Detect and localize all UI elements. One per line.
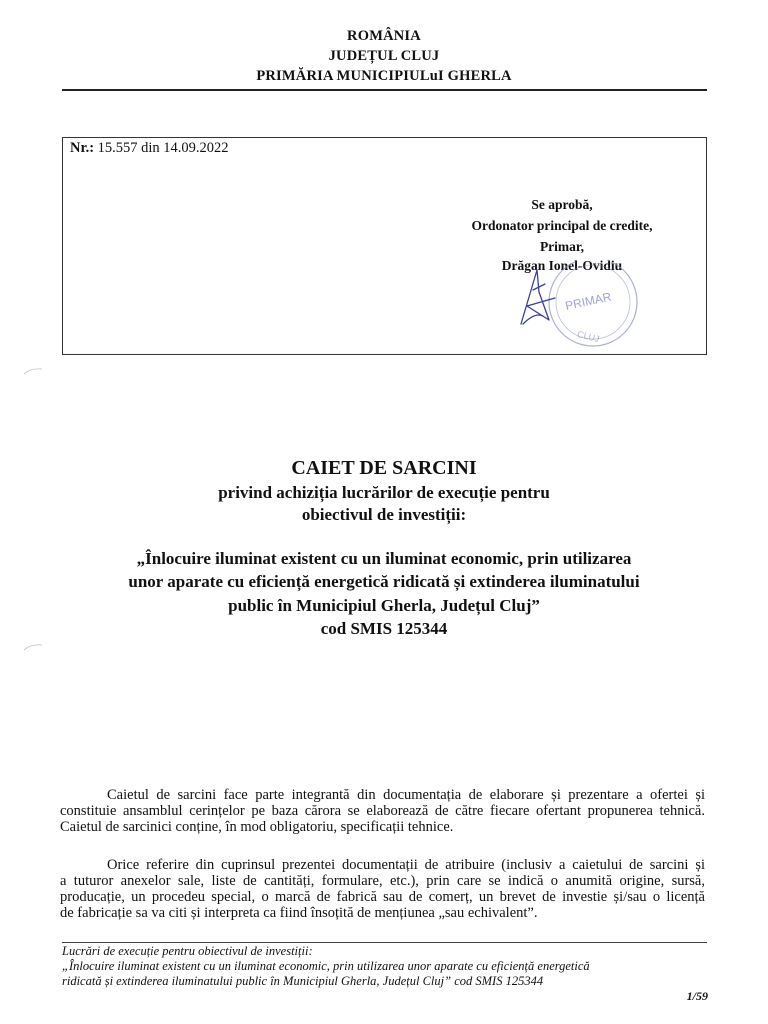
paragraph-2-line: a tuturor anexelor sale, liste de cantități, formulare, etc.), prin care se indică o anumită origine, sursă, xyxy=(60,873,705,889)
approval-line-3: Primar, xyxy=(539,239,585,254)
paragraph-2 xyxy=(60,857,705,921)
project-name-line-3: public în Municipiul Gherla, Județul Cluj” xyxy=(228,596,540,615)
header-county: JUDEȚUL CLUJ xyxy=(328,48,440,64)
registration-label: Nr.: xyxy=(70,140,95,156)
paragraph-1-line: constituie ansamblul cerințelor pe baza cărora se elaborează de către fiecare ofertant propunerea tehnică. xyxy=(60,803,705,819)
scan-mark xyxy=(22,642,44,652)
stamp-text: PRIMAR xyxy=(563,289,613,314)
stamp-text-2: CLUJ xyxy=(576,329,601,345)
header-divider xyxy=(62,89,707,91)
footer-line-1: Lucrări de execuție pentru obiectivul de investiții: xyxy=(62,944,313,958)
paragraph-1-line: Caietul de sarcinici conține, în mod obligatoriu, specificații tehnice. xyxy=(60,819,454,835)
registration-value: 15.557 din 14.09.2022 xyxy=(97,140,229,156)
paragraph-2-line: de fabricație sa va citi și interpreta ca fiind însoțită de mențiunea „sau echivalent”. xyxy=(60,905,538,921)
signature-stamp xyxy=(515,262,650,354)
paragraph-1 xyxy=(60,787,705,835)
page-number: 1/59 xyxy=(686,989,708,1003)
paragraph-2-line: Orice referire din cuprinsul prezentei documentații de atribuire (inclusiv a caietului de sarcini și xyxy=(107,857,705,873)
handwritten-signature xyxy=(521,270,555,324)
approval-line-2: Ordonator principal de credite, xyxy=(471,218,653,233)
footer-line-3: ridicată și extinderea iluminatului public în Municipiul Gherla, Județul Cluj” cod SMIS 125344 xyxy=(62,974,544,988)
footer-line-2: „Înlocuire iluminat existent cu un iluminat economic, prin utilizarea unor aparate cu eficiență energetică xyxy=(62,959,590,973)
paragraph-2-line: producație, un procedeu special, o marcă de fabrică sau de comerț, un brevet de investie și/sau o licență xyxy=(60,889,705,905)
project-name-line-2: unor aparate cu eficiență energetică ridicată și extinderea iluminatului xyxy=(128,572,640,591)
paragraph-1-line: Caietul de sarcini face parte integrantă din documentația de elaborare și prezentare a ofertei și xyxy=(107,787,705,803)
scan-mark xyxy=(22,366,44,376)
document-subtitle-1: privind achiziția lucrărilor de execuție pentru xyxy=(218,483,550,502)
approval-line-1: Se aprobă, xyxy=(531,197,593,212)
header-institution: PRIMĂRIA MUNICIPIULuI GHERLA xyxy=(256,68,512,84)
document-title: CAIET DE SARCINI xyxy=(291,457,477,479)
approval-line-4: Drăgan Ionel-Ovidiu xyxy=(501,258,623,273)
document-subtitle-2: obiectivul de investiții: xyxy=(301,505,467,524)
header-country: ROMÂNIA xyxy=(347,28,421,44)
project-name-line-1: „Înlocuire iluminat existent cu un iluminat economic, prin utilizarea xyxy=(136,549,632,568)
registration-number xyxy=(70,140,229,157)
footer-divider xyxy=(62,942,707,943)
project-code: cod SMIS 125344 xyxy=(320,619,448,638)
stamp-seal xyxy=(549,262,637,346)
